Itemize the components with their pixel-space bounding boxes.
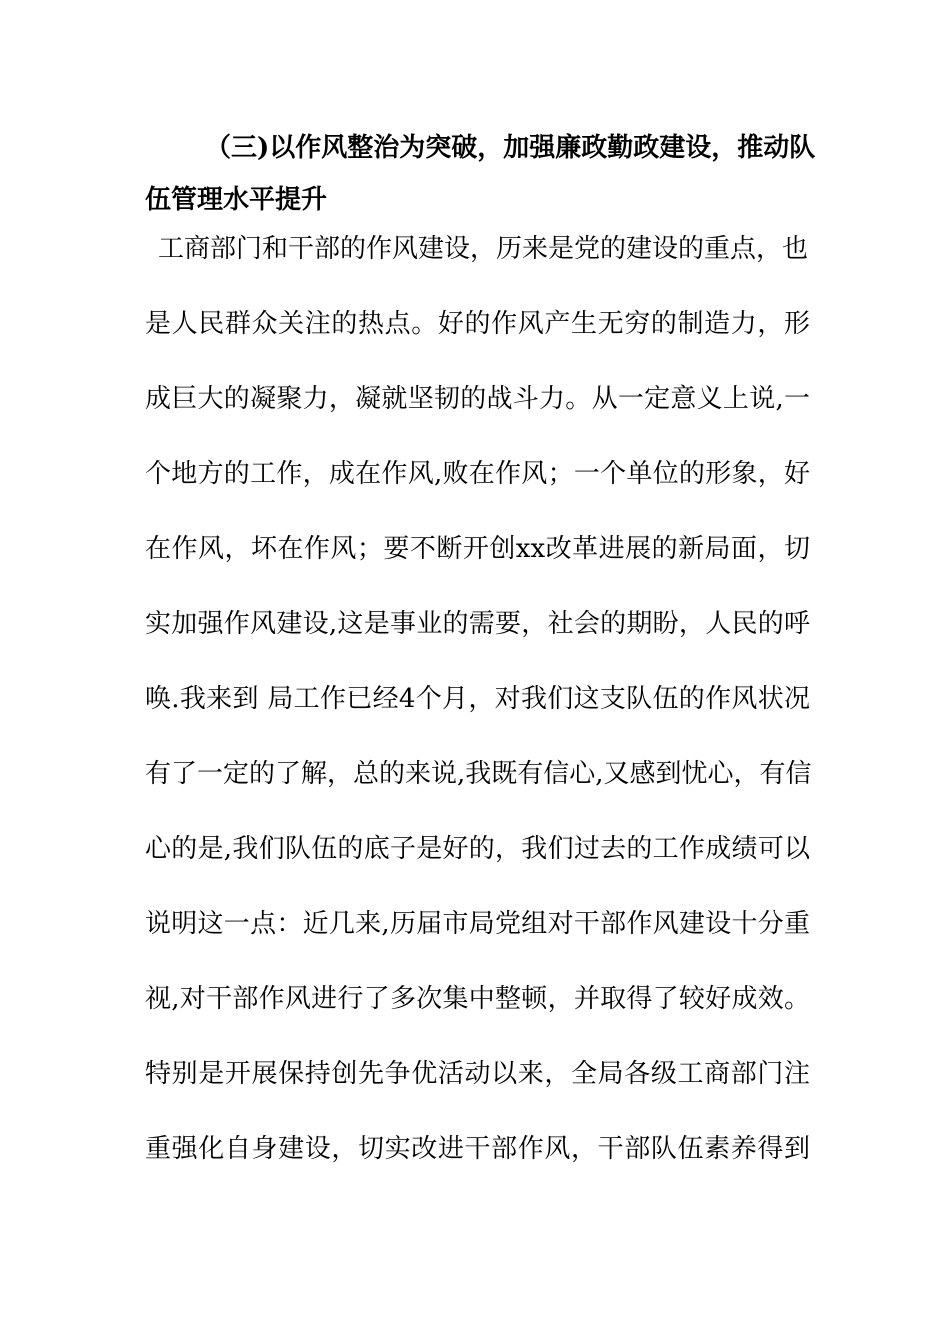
body-line: 是人民群众关注的热点。好的作风产生无穷的制造力，形: [145, 309, 810, 339]
body-line: 个地方的工作，成在作风,败在作风；一个单位的形象，好: [145, 459, 810, 489]
body-line: 唤.我来到 局工作已经4个月，对我们这支队伍的作风状况: [145, 684, 810, 714]
body-line: 心的是,我们队伍的底子是好的，我们过去的工作成绩可以: [145, 834, 810, 864]
section-heading-line-1: （三)以作风整治为突破，加强廉政勤政建设，推动队: [205, 133, 816, 163]
body-line: 成巨大的凝聚力，凝就坚韧的战斗力。从一定意义上说,一: [145, 384, 810, 414]
body-line: 说明这一点：近几来,历届市局党组对干部作风建设十分重: [145, 909, 810, 939]
body-line: 在作风，坏在作风；要不断开创xx改革进展的新局面，切: [145, 534, 810, 564]
body-line: 重强化自身建设，切实改进干部作风，干部队伍素养得到: [145, 1134, 810, 1164]
section-heading-line-2: 伍管理水平提升: [145, 185, 328, 215]
body-line: 视,对干部作风进行了多次集中整顿，并取得了较好成效。: [145, 984, 810, 1014]
body-line: 有了一定的了解，总的来说,我既有信心,又感到忧心，有信: [145, 759, 812, 789]
body-line: 特别是开展保持创先争优活动以来，全局各级工商部门注: [145, 1059, 810, 1089]
body-line: 工商部门和干部的作风建设，历来是党的建设的重点，也: [158, 234, 809, 264]
body-line: 实加强作风建设,这是事业的需要，社会的期盼，人民的呼: [145, 609, 810, 639]
